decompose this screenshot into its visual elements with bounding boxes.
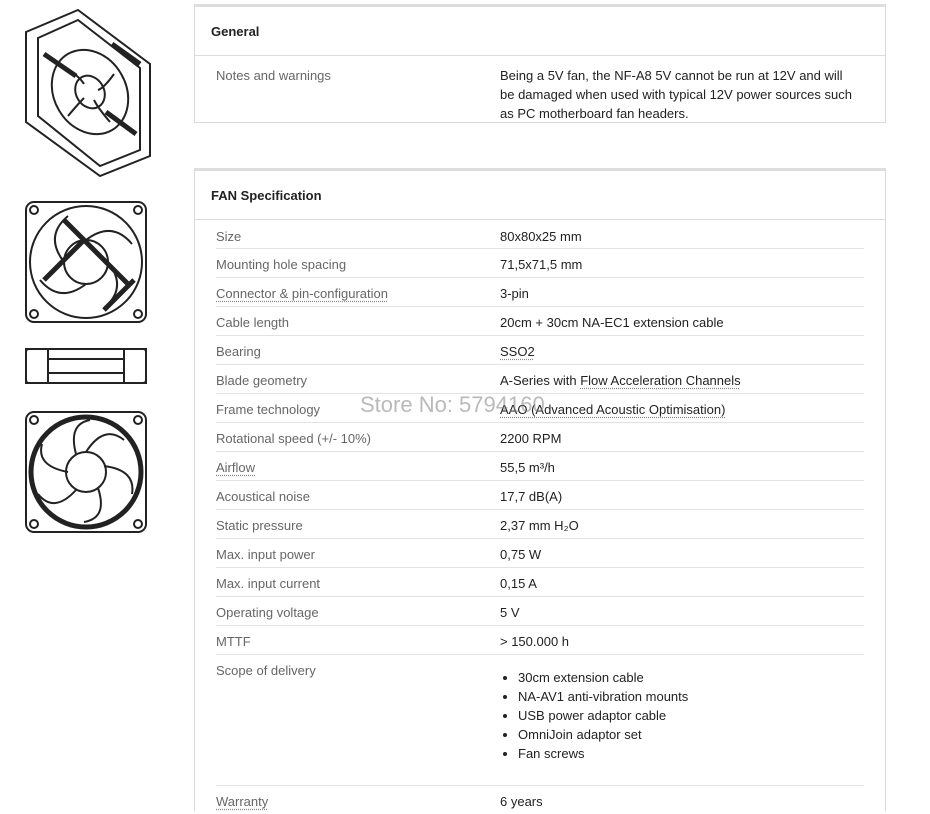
spec-row-mttf <box>216 626 864 655</box>
spec-value: 80x80x25 mm <box>500 229 582 244</box>
spec-table <box>195 220 885 814</box>
spec-key: Size <box>216 229 242 244</box>
spec-key: Scope of delivery <box>216 663 316 678</box>
bearing-link[interactable]: SSO2 <box>500 344 535 359</box>
spec-key: Acoustical noise <box>216 489 310 504</box>
fan-side-drawing[interactable] <box>24 345 148 387</box>
spec-key: Max. input power <box>216 547 315 562</box>
product-image-column <box>0 0 180 811</box>
spec-row-frame <box>216 394 864 423</box>
spec-value: 0,75 W <box>500 547 542 562</box>
spec-key: Static pressure <box>216 518 303 533</box>
spec-value-wrap <box>500 342 864 364</box>
spec-value: 71,5x71,5 mm <box>500 257 583 272</box>
list-item: • OmniJoin adaptor set <box>518 725 864 744</box>
spec-value: 20cm + 30cm NA-EC1 extension cable <box>500 315 724 330</box>
spec-key-wrap <box>216 284 500 306</box>
spec-row-notes <box>216 56 864 129</box>
spec-value: Being a 5V fan, the NF-A8 5V cannot be run at 12V and will be damaged when used with typical 12V power sources such as PC motherboard fan headers. <box>500 68 852 121</box>
spec-value: 2,37 mm H₂O <box>500 518 579 533</box>
delivery-list <box>500 668 864 763</box>
spec-key: Rotational speed (+/- 10%) <box>216 431 372 446</box>
spec-row-mounting <box>216 249 864 278</box>
general-card <box>194 4 886 123</box>
spec-value: 0,15 A <box>500 576 537 591</box>
spec-key-wrap <box>216 458 500 480</box>
aao-link[interactable]: AAO (Advanced Acoustic Optimisation) <box>500 402 726 417</box>
spec-key: Bearing <box>216 344 261 359</box>
general-heading: General <box>195 7 885 56</box>
spec-value: 6 years <box>500 794 543 809</box>
spec-row-speed <box>216 423 864 452</box>
spec-row-blade <box>216 365 864 394</box>
spec-row-cable <box>216 307 864 336</box>
spec-row-pressure <box>216 510 864 539</box>
spec-key: Frame technology <box>216 402 321 417</box>
spec-key: MTTF <box>216 634 251 649</box>
spec-value: 3-pin <box>500 286 529 301</box>
spec-key: Max. input current <box>216 576 321 591</box>
spec-value-wrap <box>500 661 864 785</box>
warranty-link[interactable]: Warranty <box>216 794 269 809</box>
spec-value-wrap <box>500 371 864 393</box>
spec-key: Notes and warnings <box>216 68 331 83</box>
spec-row-current <box>216 568 864 597</box>
fan-spec-heading: FAN Specification <box>195 171 885 220</box>
spec-row-scope <box>216 655 864 786</box>
spec-value-wrap <box>500 400 864 422</box>
store-watermark: Store No: 5794160 <box>360 392 545 417</box>
flow-acceleration-link[interactable]: Flow Acceleration Channels <box>580 373 741 388</box>
spec-row-warranty <box>216 786 864 814</box>
fan-isometric-drawing[interactable] <box>18 4 158 180</box>
connector-link[interactable]: Connector & pin-configuration <box>216 286 388 301</box>
spec-row-power <box>216 539 864 568</box>
spec-key: Mounting hole spacing <box>216 257 347 272</box>
spec-value: 17,7 dB(A) <box>500 489 563 504</box>
spec-value: 5 V <box>500 605 520 620</box>
spec-value-prefix: A-Series with <box>500 373 581 388</box>
list-item: • Fan screws <box>518 744 864 763</box>
fan-front-drawing[interactable] <box>24 200 148 324</box>
spec-key: Operating voltage <box>216 605 319 620</box>
list-item: • USB power adaptor cable <box>518 706 864 725</box>
list-item: • 30cm extension cable <box>518 668 864 687</box>
spec-value: 55,5 m³/h <box>500 460 555 475</box>
airflow-link[interactable]: Airflow <box>216 460 256 475</box>
spec-row-size <box>216 220 864 249</box>
spec-row-bearing <box>216 336 864 365</box>
spec-row-connector <box>216 278 864 307</box>
list-item: • NA-AV1 anti-vibration mounts <box>518 687 864 706</box>
spec-value: > 150.000 h <box>500 634 570 649</box>
spec-key: Blade geometry <box>216 373 308 388</box>
fan-back-drawing[interactable] <box>24 410 148 534</box>
spec-row-airflow <box>216 452 864 481</box>
spec-key: Cable length <box>216 315 289 330</box>
fan-spec-card <box>194 168 886 811</box>
spec-row-noise <box>216 481 864 510</box>
spec-row-voltage <box>216 597 864 626</box>
spec-value: 2200 RPM <box>500 431 562 446</box>
